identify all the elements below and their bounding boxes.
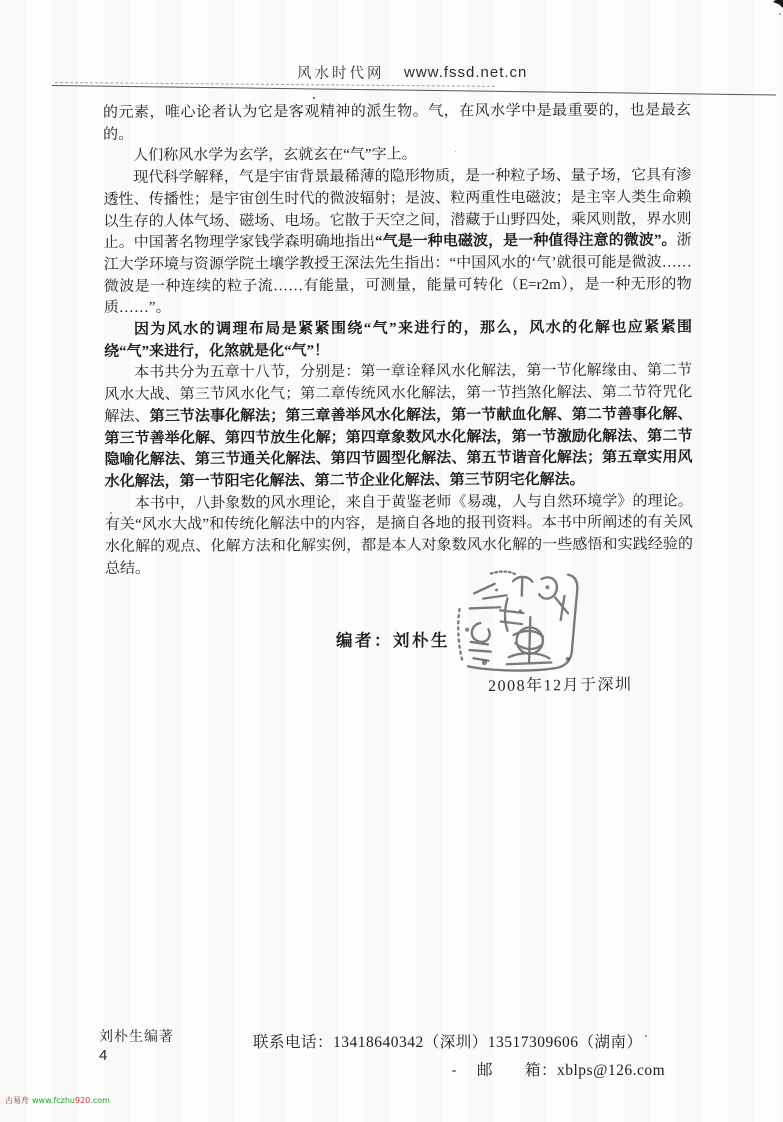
editor-signature: 编者：刘朴生 [336,631,450,650]
footer-email-line: 邮 箱：xblps@126.com [477,1062,666,1079]
paragraph [105,491,693,580]
scan-speck [645,1035,647,1037]
text-segment: 本书共分为五章十八节，分别是：第一章诠释风水化解法，第一节化解缘由、第二节风水大战、第三节风水化气；第二章传统风水化解法，第一节挡煞化解法、第二节符咒化解法、 [104,362,693,425]
text-segment: 人们称风水学为玄学，玄就玄在“气”字上。 [133,147,417,165]
watermark-name: 古易舟 [5,1096,29,1105]
watermark-url-part: www.fczhu [32,1096,75,1105]
paragraph [103,144,691,168]
paragraph [104,317,692,363]
paragraph [103,100,691,146]
footer-author: 刘朴生编著 [99,1030,174,1045]
watermark-url-part: .com [90,1096,110,1105]
text-segment: 第三节法事化解法；第三章善举风水化解法，第一节献血化解、第二节善事化解、第三节善举化解、第四节放生化解；第四章象数风水化解法，第一节激励化解法、第二节隐喻化解法、第三节通关化解法、第四节圆型化解法、第五节谐音化解法；第五章实用风水化解法，第一节阳宅化解法、第二节企业化解法、第三节阴宅化解法。 [104,406,693,490]
footer-page-number: 4 [99,1047,108,1064]
text-segment: 本书中，八卦象数的风水理论，来自于黄鉴老师《易魂，人与自然环境学》的理论。有关“风水大战”和传统化解法中的内容，是摘自各地的报刊资料。本书中所阐述的有关风水化解的观点、化解方法和化解实例，都是本人对象数风水化解的一些感悟和实践经验的总结。 [104,493,693,577]
text-segment: 的元素，唯心论者认为它是客观精神的派生物。气，在风水学中是最重要的，也是最玄的。 [103,102,692,143]
paragraph [104,361,693,494]
scan-speck [455,151,456,152]
seal-stamp [447,564,590,682]
text-segment: 现代科学解释，气是宇宙背景最稀薄的隐形物质，是一种粒子场、量子场，它具有渗透性、传播性；是宇宙创生时代的微波辐射；是波、粒两重性电磁波；是主宰人类生命赖以生存的人体气场、磁场、电场。它散于天空之间，潜藏于山野四处，乘风则散，界水则止。中国著名物理学家钱学森明确地指出 [103,167,692,252]
scan-speck [779,13,781,15]
text-segment: 因为风水的调理布局是紧紧围绕“气”来进行的，那么，风水的化解也应紧紧围绕“气”来进行，化煞就是化“气”！ [104,319,693,360]
watermark-url-part: 920 [75,1096,91,1105]
signature-date: 2008年12月于深圳 [487,676,633,695]
header-site-name: 风水时代网 [297,66,385,82]
scan-corner-mark [773,0,783,8]
scan-speck [313,97,315,99]
watermark [5,1096,110,1106]
text-segment: 浙江大学环境与资源学院土壤学教授王深法先生指出：“中国风水的‘气’就很可能是微波……微波是一种连续的粒子流……有能量，可测量，能量可转化（E=r2m），是一种无形的物质……”。 [103,232,692,317]
scan-speck [452,1070,456,1072]
header-rule [52,85,776,95]
footer-phone-line: 联系电话：13418640342（深圳）13517309606（湖南） [253,1034,643,1051]
text-segment: “气是一种电磁波，是一种值得注意的微波”。 [374,232,677,251]
body-text [103,100,693,580]
header-site-url: www.fssd.net.cn [404,64,528,81]
paragraph [103,166,692,320]
scan-speck [110,512,112,514]
